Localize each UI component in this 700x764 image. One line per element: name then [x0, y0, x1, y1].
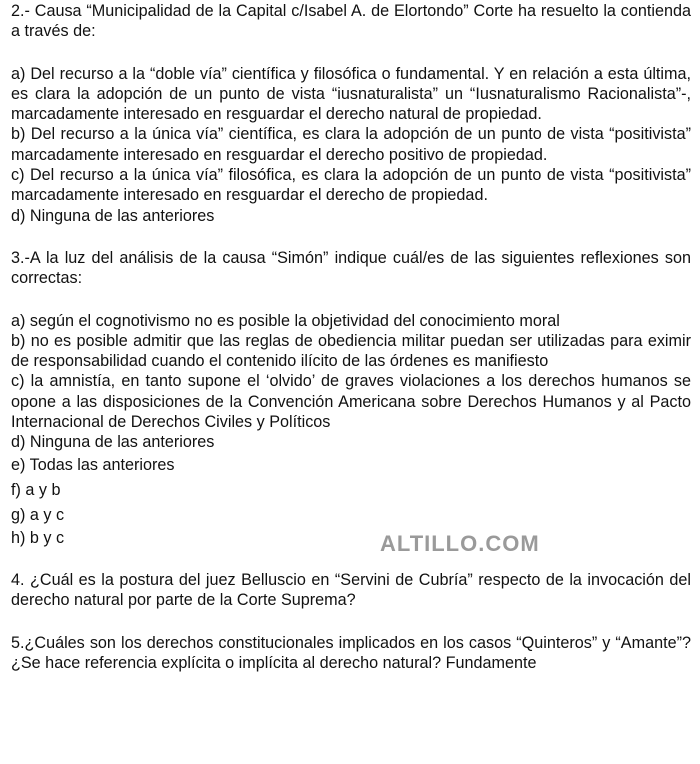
exam-document [11, 1, 691, 673]
question-2-option-b: b) Del recurso a la única vía” científica, es clara la adopción de un punto de vista “positivista” marcadamente interesado en resguardar el derecho positivo de propiedad. [11, 125, 691, 164]
watermark-logo: ALTILLO.COM [380, 531, 540, 556]
question-4-stem: 4. ¿Cuál es la postura del juez Belluscio en “Servini de Cubría” respecto de la invocación del derecho natural por parte de la Corte Suprema? [11, 570, 691, 610]
question-3-option-h: h) b y c [11, 528, 65, 547]
question-3-option-c: c) la amnistía, en tanto supone el ‘olvido’ de graves violaciones a los derechos humanos se opone a las disposiciones de la Convención Americana sobre Derechos Humanos y al Pacto Internacional de Derechos Civiles y Políticos [11, 372, 691, 432]
question-3-stem: 3.-A la luz del análisis de la causa “Simón” indique cuál/es de las siguientes reflexiones son correctas: [11, 248, 691, 288]
question-3-option-b: b) no es posible admitir que las reglas de obediencia militar puedan ser utilizadas para eximir de responsabilidad cuando el contenido ilícito de las órdenes es manifiesto [11, 331, 691, 371]
question-2-stem: 2.- Causa “Municipalidad de la Capital c/Isabel A. de Elortondo” Corte ha resuelto la contienda a través de: [11, 2, 691, 41]
question-3-option-e: e) Todas las anteriores [11, 455, 175, 474]
question-2-option-c: c) Del recurso a la única vía” filosófica, es clara la adopción de un punto de vista “positivista” marcadamente interesado en resguardar el derecho de propiedad. [11, 166, 691, 205]
question-2-option-a: a) Del recurso a la “doble vía” científica y filosófica o fundamental. Y en relación a esta última, es clara la adopción de un punto de vista “iusnaturalista” un “Iusnaturalismo Racionalista”-, marcadamente interesado en resguardar el derecho natural de propiedad. [11, 64, 691, 124]
question-2-option-d: d) Ninguna de las anteriores [11, 206, 215, 225]
question-3-option-a: a) según el cognotivismo no es posible la objetividad del conocimiento moral [11, 311, 560, 330]
question-5-stem: 5.¿Cuáles son los derechos constitucionales implicados en los casos “Quinteros” y “Amante”? ¿Se hace referencia explícita o implícita al derecho natural? Fundamente [11, 633, 691, 672]
question-3-option-f: f) a y b [11, 480, 61, 499]
question-3-option-d: d) Ninguna de las anteriores [11, 433, 215, 452]
question-3-option-g: g) a y c [11, 505, 65, 524]
